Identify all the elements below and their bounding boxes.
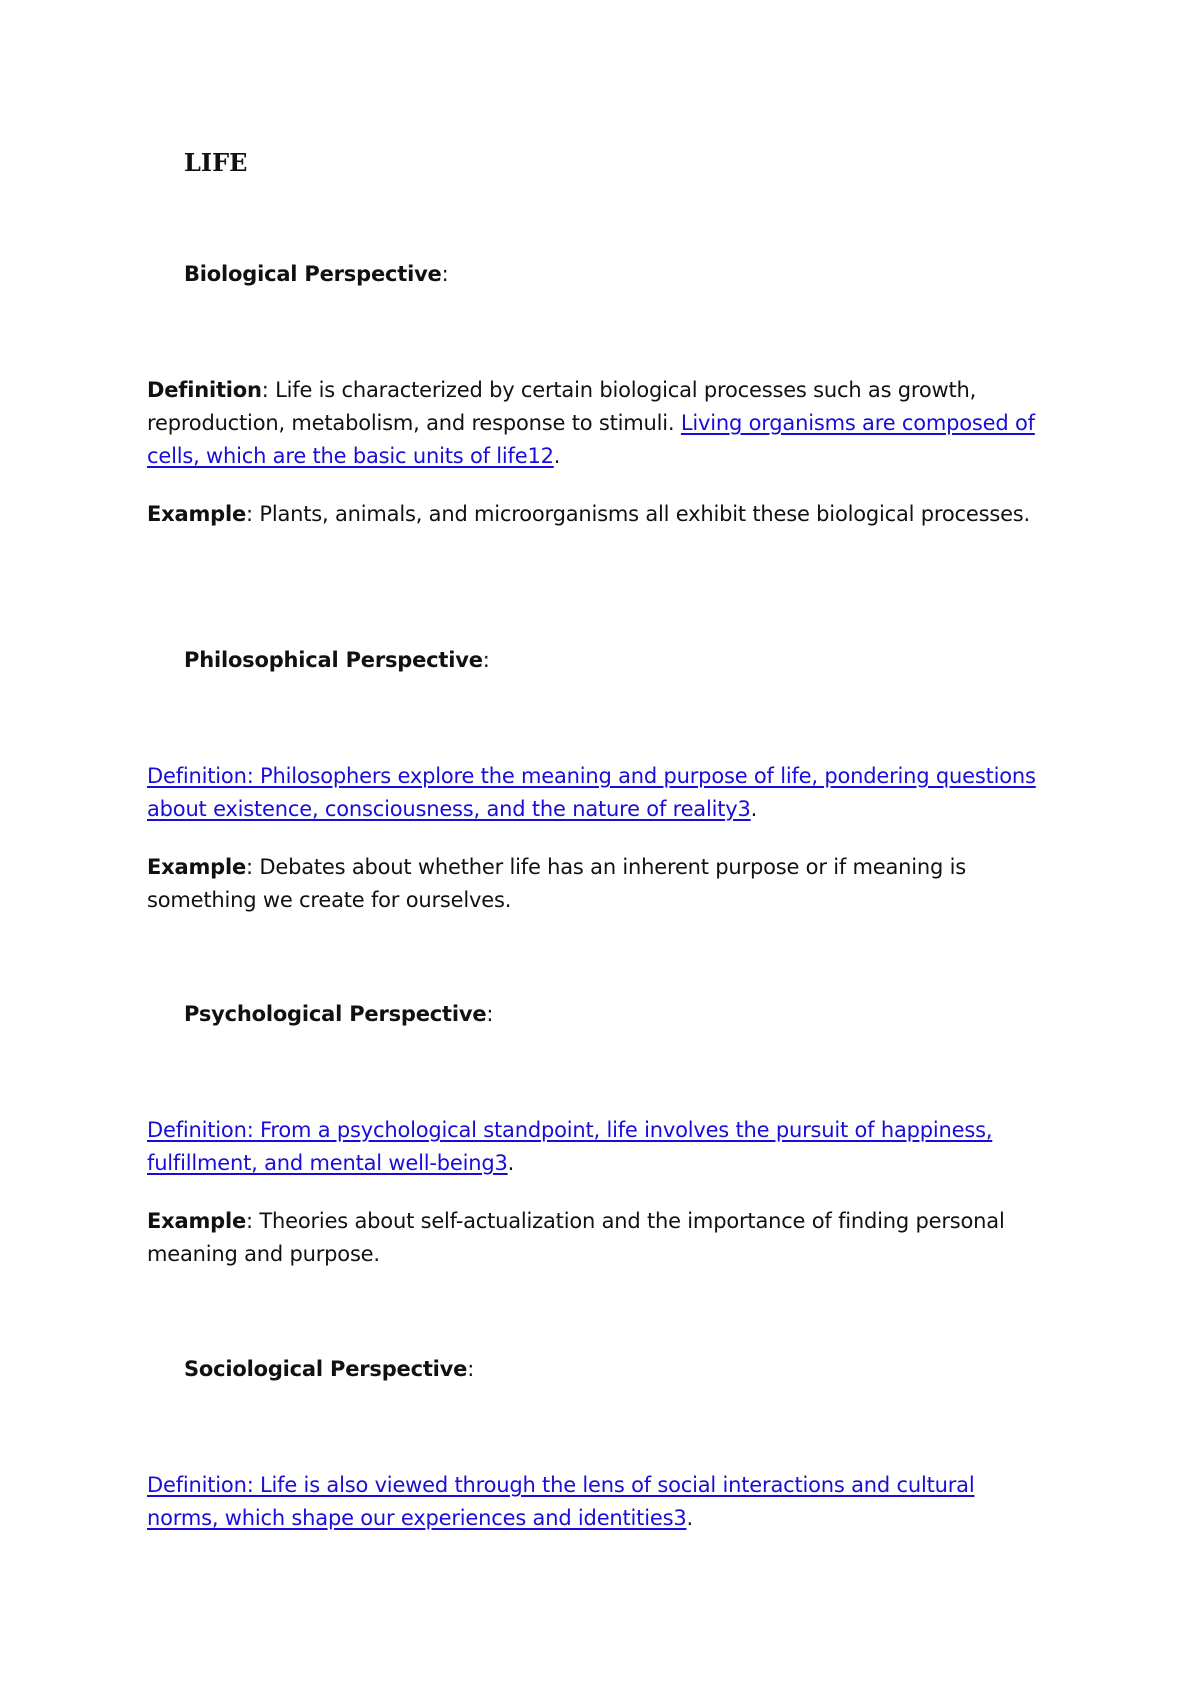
philosophical-example-colon: : [246,855,253,879]
heading-biological-text: Biological Perspective [184,262,442,286]
heading-biological-colon: : [441,262,449,286]
heading-sociological-text: Sociological Perspective [184,1357,468,1381]
heading-sociological-colon: : [467,1357,475,1381]
psychological-definition [147,1114,1047,1180]
psychological-example-label: Example [147,1209,247,1233]
philosophical-definition-end: . [750,797,758,821]
heading-philosophical [184,648,490,672]
philosophical-example-label: Example [147,855,247,879]
biological-definition-end: . [553,444,561,468]
sociological-definition-link[interactable]: Definition: Life is also viewed through the lens of social interactions and cultural norms, which shape our experiences and identities3 [147,1473,975,1530]
heading-psychological-text: Psychological Perspective [184,1002,487,1026]
psychological-example [147,1205,1047,1271]
psychological-example-colon: : [246,1209,253,1233]
sociological-definition-end: . [686,1506,693,1530]
psychological-example-text: Theories about self-actualization and the importance of finding personal meaning and purpose. [147,1209,1005,1266]
sociological-definition [147,1469,1047,1535]
philosophical-example [147,851,1047,917]
heading-philosophical-text: Philosophical Perspective [184,648,483,672]
biological-example-label: Example [147,502,247,526]
psychological-definition-link[interactable]: Definition: From a psychological standpoint, life involves the pursuit of happiness, fulfillment, and mental well-being3 [147,1118,993,1175]
biological-definition-link[interactable]: Living organisms are composed of cells, which are the basic units of life12 [147,411,1035,468]
heading-psychological-colon: : [486,1002,494,1026]
biological-definition-text: Life is characterized by certain biological processes such as growth, reproduction, metabolism, and response to stimuli. [147,378,977,435]
heading-psychological [184,1002,493,1026]
philosophical-example-text: Debates about whether life has an inherent purpose or if meaning is something we create for ourselves. [147,855,967,912]
biological-example-colon: : [246,502,253,526]
heading-philosophical-colon: : [482,648,490,672]
biological-definition-colon: : [261,378,269,402]
psychological-definition-end: . [507,1151,515,1175]
philosophical-definition-link[interactable]: Definition: Philosophers explore the meaning and purpose of life, pondering questions about existence, consciousness, and the nature of reality3 [147,764,1036,821]
biological-definition-label: Definition [147,378,262,402]
document-title: LIFE [184,148,248,177]
heading-sociological [184,1357,474,1381]
philosophical-definition [147,760,1047,826]
biological-example [147,498,1047,531]
biological-example-text: Plants, animals, and microorganisms all exhibit these biological processes. [252,502,1031,526]
heading-biological [184,262,449,286]
biological-definition [147,374,1047,473]
